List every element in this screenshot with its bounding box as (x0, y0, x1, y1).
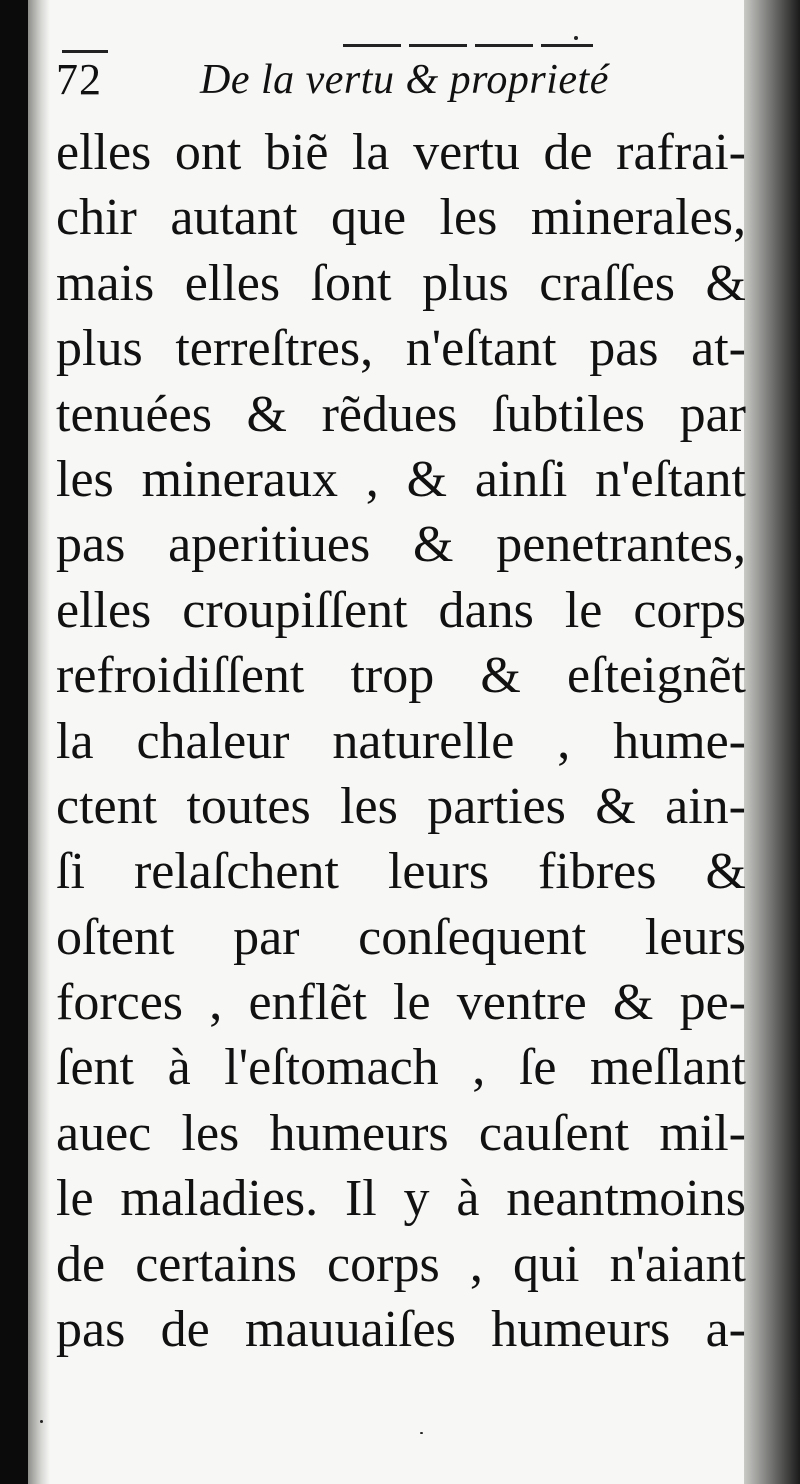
text-line: forces , enflẽt le ventre & pe- (56, 974, 746, 1032)
text-line: refroidiſſent trop & eſteignẽt (56, 647, 746, 705)
text-line: les mineraux , & ainſi n'eſtant (56, 450, 746, 508)
text-line: le maladies. Il y à neantmoins (56, 1170, 746, 1228)
page-header (56, 50, 716, 110)
header-rule (343, 44, 593, 47)
text-line: ſent à l'eſtomach , ſe meſlant (56, 1039, 746, 1097)
ink-speck (420, 1432, 423, 1434)
text-line: pas aperitiues & penetrantes, (56, 516, 746, 574)
text-line: oſtent par conſequent leurs (56, 908, 746, 966)
text-line: pas de mauuaiſes humeurs a- (56, 1301, 746, 1359)
text-line: mais elles ſont plus craſſes & (56, 254, 746, 312)
body-text (56, 122, 746, 1364)
text-line: ctent toutes les parties & ain- (56, 777, 746, 835)
text-line: auec les humeurs cauſent mil- (56, 1104, 746, 1162)
ink-speck (40, 1420, 43, 1423)
gutter-shadow (28, 0, 50, 1484)
text-line: elles croupiſſent dans le corps (56, 581, 746, 639)
text-line: tenuées & rẽdues ſubtiles par (56, 385, 746, 443)
text-line: elles ont biẽ la vertu de rafrai- (56, 124, 746, 181)
text-line: de certains corps , qui n'aiant (56, 1235, 746, 1293)
text-line: chir autant que les minerales, (56, 189, 746, 247)
running-head: De la vertu & proprieté (200, 57, 609, 103)
ink-speck (574, 36, 578, 40)
page-edge-shadow (744, 0, 800, 1484)
text-line: la chaleur naturelle , hume- (56, 712, 746, 770)
text-line: plus terreſtres, n'eſtant pas at- (56, 320, 746, 378)
text-line: ſi relaſchent leurs fibres & (56, 843, 746, 901)
page-number: 72 (56, 55, 102, 104)
